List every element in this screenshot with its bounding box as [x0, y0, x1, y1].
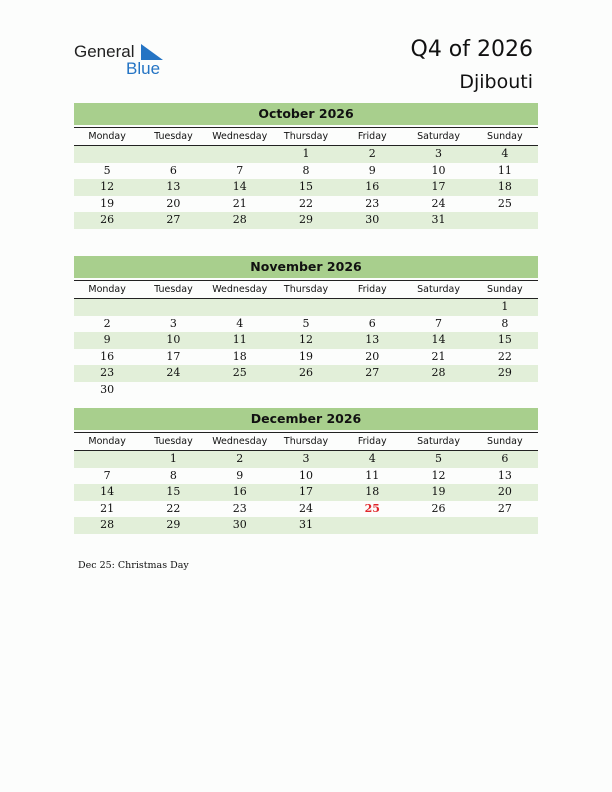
- day-cell: 9: [103, 333, 111, 347]
- weekday-label: Tuesday: [154, 131, 193, 142]
- weekday-label: Saturday: [417, 284, 460, 295]
- day-cell: 2: [236, 452, 244, 465]
- day-cell: 20: [497, 485, 512, 499]
- month-calendar-december: [74, 408, 538, 534]
- month-title: November 2026: [74, 256, 538, 278]
- day-cell: [339, 517, 405, 534]
- week-row: [74, 146, 538, 163]
- month-calendar-november: [74, 256, 538, 399]
- week-row: [74, 451, 538, 468]
- day-cell: 3: [302, 452, 310, 465]
- weekday-label: Monday: [88, 436, 126, 447]
- country-subtitle: Djibouti: [459, 71, 533, 93]
- day-cell: [472, 212, 538, 229]
- day-cell: 5: [435, 452, 443, 465]
- week-row: [74, 179, 538, 196]
- day-cell: [140, 146, 206, 163]
- day-cell: 20: [365, 349, 380, 363]
- day-cell: 14: [100, 485, 115, 499]
- logo-text-blue: Blue: [126, 59, 161, 78]
- day-cell: 18: [365, 485, 380, 499]
- weekday-label: Thursday: [283, 436, 329, 447]
- day-cell: 28: [431, 366, 446, 380]
- day-cell: 23: [100, 366, 115, 380]
- day-cell: 7: [236, 163, 244, 177]
- day-cell: [472, 382, 538, 399]
- day-cell: 30: [100, 382, 115, 396]
- holiday-notes: [78, 560, 189, 571]
- day-cell: 5: [302, 316, 310, 330]
- day-cell: 10: [166, 333, 181, 347]
- day-cell: 24: [166, 366, 181, 380]
- week-row: [74, 196, 538, 213]
- day-cell: 8: [501, 316, 509, 330]
- day-cell: [339, 382, 405, 399]
- week-row: [74, 316, 538, 333]
- day-cell: 10: [298, 468, 313, 482]
- month-weeks: [74, 146, 538, 229]
- day-cell: [74, 299, 140, 316]
- day-cell: [74, 146, 140, 163]
- day-cell: 9: [236, 468, 244, 482]
- day-cell: 15: [166, 485, 181, 499]
- day-cell: 25: [232, 366, 247, 380]
- weekday-label: Thursday: [283, 131, 329, 142]
- week-row: [74, 517, 538, 534]
- day-cell: 8: [302, 163, 310, 177]
- day-cell: 15: [298, 180, 313, 194]
- day-cell: 27: [166, 213, 181, 227]
- weekday-label: Monday: [88, 284, 126, 295]
- week-row: [74, 332, 538, 349]
- day-cell: 17: [431, 180, 446, 194]
- day-cell: 25: [497, 196, 512, 210]
- day-cell: 28: [100, 518, 115, 532]
- day-cell: 23: [365, 196, 380, 210]
- day-cell: 31: [298, 518, 313, 532]
- day-cell: [339, 299, 405, 316]
- day-cell: 19: [298, 349, 313, 363]
- weekday-header-row: [74, 127, 538, 146]
- holiday-day-cell: 25: [364, 501, 380, 515]
- day-cell: 11: [232, 333, 247, 347]
- day-cell: 21: [431, 349, 446, 363]
- day-cell: 14: [232, 180, 247, 194]
- day-cell: 16: [365, 180, 380, 194]
- day-cell: [405, 517, 471, 534]
- day-cell: 22: [497, 349, 512, 363]
- weekday-label: Sunday: [487, 436, 523, 447]
- day-cell: [74, 451, 140, 468]
- weekday-header-row: [74, 280, 538, 299]
- day-cell: [273, 382, 339, 399]
- day-cell: 30: [232, 518, 247, 532]
- day-cell: 19: [431, 485, 446, 499]
- week-row: [74, 349, 538, 366]
- day-cell: 31: [431, 213, 446, 227]
- weekday-label: Sunday: [487, 131, 523, 142]
- day-cell: 22: [298, 196, 313, 210]
- day-cell: 12: [100, 180, 115, 194]
- day-cell: 26: [100, 213, 115, 227]
- weekday-label: Wednesday: [212, 131, 268, 142]
- day-cell: 22: [166, 501, 181, 515]
- day-cell: 30: [365, 213, 380, 227]
- weekday-label: Tuesday: [154, 284, 193, 295]
- page-title: Q4 of 2026: [410, 37, 533, 62]
- day-cell: 2: [103, 316, 111, 330]
- day-cell: 26: [431, 501, 446, 515]
- day-cell: 17: [298, 485, 313, 499]
- month-weeks: [74, 451, 538, 534]
- week-row: [74, 484, 538, 501]
- day-cell: 16: [232, 485, 247, 499]
- month-weeks: [74, 299, 538, 399]
- day-cell: 16: [100, 349, 115, 363]
- day-cell: 13: [166, 180, 181, 194]
- week-row: [74, 163, 538, 180]
- weekday-label: Friday: [357, 131, 387, 142]
- day-cell: 11: [497, 163, 512, 177]
- day-cell: 2: [368, 147, 376, 160]
- month-title: October 2026: [74, 103, 538, 125]
- day-cell: [472, 517, 538, 534]
- week-row: [74, 212, 538, 229]
- day-cell: [140, 382, 206, 399]
- week-row: [74, 299, 538, 316]
- month-calendar-october: [74, 103, 538, 229]
- day-cell: 26: [298, 366, 313, 380]
- holiday-note: Dec 25: Christmas Day: [78, 560, 189, 571]
- day-cell: 17: [166, 349, 181, 363]
- week-row: [74, 382, 538, 399]
- day-cell: 6: [368, 316, 376, 330]
- weekday-label: Saturday: [417, 131, 460, 142]
- day-cell: 18: [232, 349, 247, 363]
- day-cell: 10: [431, 163, 446, 177]
- day-cell: [140, 299, 206, 316]
- day-cell: 4: [501, 147, 509, 160]
- day-cell: 23: [232, 501, 247, 515]
- logo-triangle-icon: [141, 44, 163, 60]
- weekday-label: Saturday: [417, 436, 460, 447]
- day-cell: 29: [298, 213, 313, 227]
- day-cell: 13: [497, 468, 512, 482]
- day-cell: 24: [298, 501, 313, 515]
- day-cell: 27: [497, 501, 512, 515]
- day-cell: 5: [103, 163, 111, 177]
- day-cell: [207, 146, 273, 163]
- day-cell: 12: [298, 333, 313, 347]
- day-cell: [207, 299, 273, 316]
- day-cell: 11: [365, 468, 380, 482]
- weekday-label: Thursday: [283, 284, 329, 295]
- day-cell: 15: [497, 333, 512, 347]
- day-cell: 28: [232, 213, 247, 227]
- day-cell: 1: [302, 147, 310, 160]
- day-cell: 7: [435, 316, 443, 330]
- weekday-label: Tuesday: [154, 436, 193, 447]
- day-cell: 3: [169, 316, 177, 330]
- day-cell: 21: [100, 501, 115, 515]
- day-cell: 18: [497, 180, 512, 194]
- day-cell: [273, 299, 339, 316]
- day-cell: 13: [365, 333, 380, 347]
- week-row: [74, 365, 538, 382]
- day-cell: 4: [236, 316, 244, 330]
- day-cell: 8: [169, 468, 177, 482]
- weekday-label: Sunday: [487, 284, 523, 295]
- day-cell: 24: [431, 196, 446, 210]
- day-cell: 19: [100, 196, 115, 210]
- weekday-label: Wednesday: [212, 284, 268, 295]
- day-cell: 29: [166, 518, 181, 532]
- logo-text-general: General: [74, 42, 135, 61]
- weekday-header-row: [74, 432, 538, 451]
- day-cell: 1: [501, 300, 509, 313]
- day-cell: [207, 382, 273, 399]
- generalblue-logo: [74, 42, 174, 78]
- day-cell: 9: [368, 163, 376, 177]
- week-row: [74, 468, 538, 485]
- day-cell: 1: [169, 452, 177, 465]
- day-cell: 6: [169, 163, 177, 177]
- weekday-label: Wednesday: [212, 436, 268, 447]
- day-cell: 20: [166, 196, 181, 210]
- day-cell: 6: [501, 452, 509, 465]
- day-cell: [405, 382, 471, 399]
- weekday-label: Monday: [88, 131, 126, 142]
- day-cell: 12: [431, 468, 446, 482]
- month-title: December 2026: [74, 408, 538, 430]
- day-cell: 29: [497, 366, 512, 380]
- week-row: [74, 501, 538, 518]
- day-cell: 3: [435, 147, 443, 160]
- weekday-label: Friday: [357, 436, 387, 447]
- day-cell: 14: [431, 333, 446, 347]
- day-cell: [405, 299, 471, 316]
- day-cell: 27: [365, 366, 380, 380]
- weekday-label: Friday: [357, 284, 387, 295]
- day-cell: 4: [368, 452, 376, 465]
- day-cell: 21: [232, 196, 247, 210]
- day-cell: 7: [103, 468, 111, 482]
